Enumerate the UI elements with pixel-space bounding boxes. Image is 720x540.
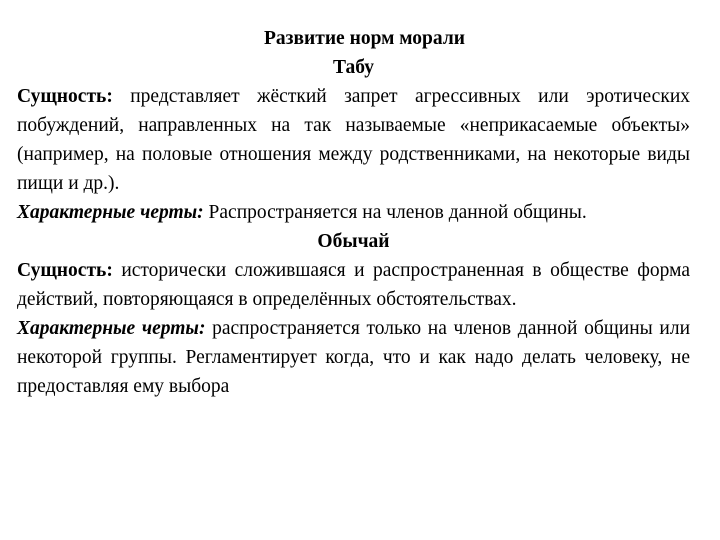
tabu-traits-label: Характерные черты: (17, 202, 204, 223)
custom-traits-label: Характерные черты: (17, 318, 206, 339)
tabu-essence-label: Сущность: (17, 86, 113, 107)
custom-essence-text: исторически сложившаяся и распространенная в обществе форма действий, повторяющаяся в определённых обстоятельствах. (17, 260, 690, 310)
custom-essence-paragraph (17, 256, 690, 314)
custom-essence-label: Сущность: (17, 260, 113, 281)
tabu-essence-paragraph (17, 82, 690, 198)
section-heading-custom: Обычай (317, 231, 390, 252)
tabu-essence-text: представляет жёсткий запрет агрессивных или эротических побуждений, направленных на так называемые «неприкасаемые объекты» (например, на половые отношения между родственниками, на некоторые виды пищи и др.). (17, 86, 691, 194)
slide-content (17, 24, 690, 401)
tabu-traits-paragraph (17, 198, 690, 227)
tabu-traits-text: Распространяется на членов данной общины. (208, 202, 587, 223)
section-heading-tabu: Табу (332, 57, 375, 78)
custom-traits-paragraph (17, 314, 690, 401)
slide-title: Развитие норм морали (263, 28, 466, 49)
custom-traits-text: распространяется только на членов данной общины или некоторой группы. Регламентирует когда, что и как надо делать человеку, не предоставляя ему выбора (17, 318, 691, 397)
